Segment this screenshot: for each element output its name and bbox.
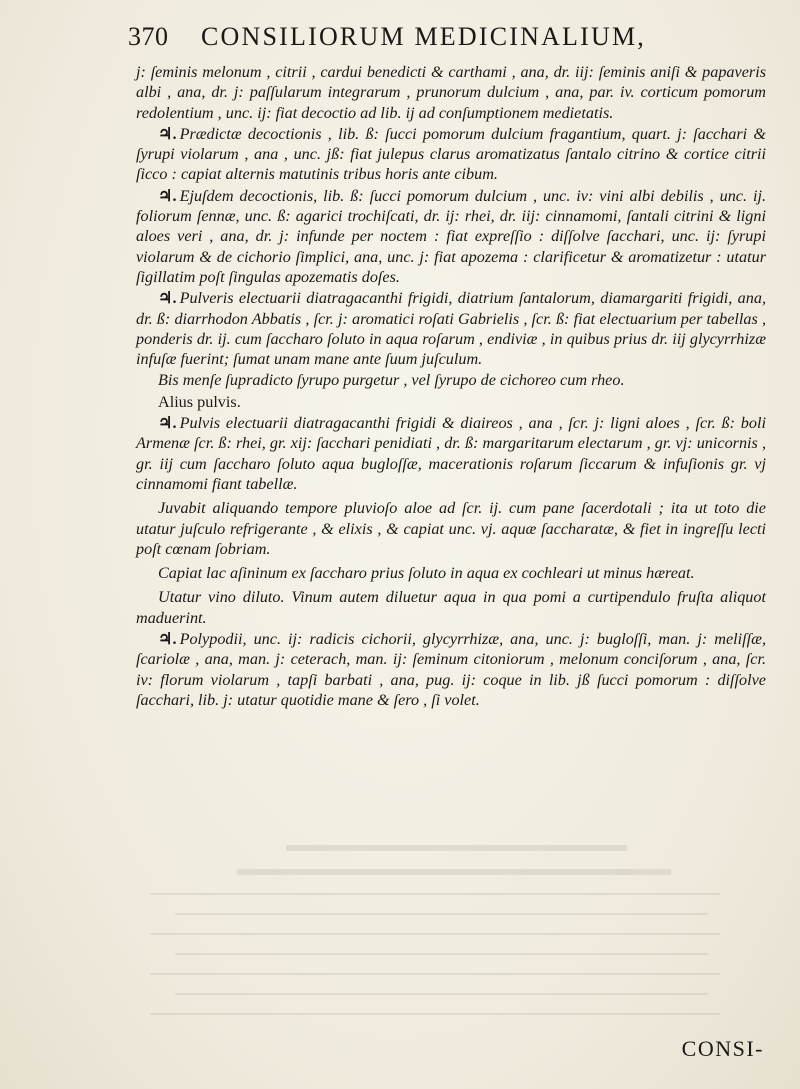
paragraph-text: Utatur vino diluto. Vinum autem diluetur aqua in qua pomi a curtipendulo fruſta aliquot maduerint. bbox=[136, 588, 766, 627]
running-title: CONSILIORUM MEDICINALIUM, bbox=[201, 22, 646, 51]
paragraph-text: Capiat lac aſininum ex ſaccharo prius ſoluto in aqua ex cochleari ut minus hæreat. bbox=[158, 564, 695, 583]
paragraph-text: j: ſeminis melonum , citrii , cardui benedicti & carthami , ana, dr. iij: ſeminis aniſi & papaveris albi , ana, dr. j: paſſularum integrarum , prunorum dulcium , ana, par. iv. corticum pomorum redolentium , unc. ij: fiat decoctio ad lib. ij ad conſumptionem medietatis. bbox=[136, 63, 766, 122]
paragraph-text: Prædictæ decoctionis , lib. ß: ſucci pomorum dulcium fragantium, quart. j: ſacchari & ſyrupi violarum , ana , unc. jß: fiat julepus clarus aromatizatus ſantalo citrino & cortice citrii ſicco : capiat alternis matutinis tribus horis ante cibum. bbox=[136, 124, 766, 184]
recipe-symbol: ♃. bbox=[158, 289, 177, 308]
body-text bbox=[136, 62, 766, 711]
paragraph bbox=[136, 563, 766, 583]
recipe-symbol: ♃. bbox=[158, 124, 177, 143]
recipe-symbol: ♃. bbox=[158, 186, 177, 205]
sub-heading: Alius pulvis. bbox=[158, 392, 241, 411]
paragraph bbox=[136, 587, 766, 628]
paragraph bbox=[136, 62, 766, 123]
show-through-text bbox=[150, 845, 770, 1045]
paragraph-text: Pulvis electuarii diatragacanthi frigidi & diaireos , ana , ſcr. j: ligni aloes , ſcr. ß: boli Armenæ ſcr. ß: rhei, gr. xij: ſacchari penidiati , dr. ß: margaritarum electarum , gr. vj: unicornis , gr. iij cum ſaccharo ſoluto aqua bugloſſæ, macerationis roſarum ſiccarum & infuſionis gr. vj cinnamomi fiant tabellæ. bbox=[136, 414, 766, 493]
paragraph-text: Polypodii, unc. ij: radicis cichorii, glycyrrhizæ, ana, unc. j: bugloſſi, man. j: meliſſæ, ſcariolæ , ana, man. j: ceterach, man. ij: ſeminum citoniorum , melonum conciſorum , ana, ſcr. iv: florum violarum , tapſi barbati , ana, pug. ij: coque in lib. jß ſucci pomorum : diſſolve ſacchari, lib. j: utatur quotidie mane & ſero , ſi volet. bbox=[136, 630, 766, 709]
paragraph-text: Bis menſe ſupradicto ſyrupo purgetur , vel ſyrupo de cichoreo cum rheo. bbox=[158, 371, 625, 390]
paragraph-text: Ejuſdem decoctionis, lib. ß: ſucci pomorum dulcium , unc. iv: vini albi debilis , unc. ij. foliorum ſennæ, unc. ß: agarici trochiſcati, dr. ij: rhei, dr. iij: cinnamomi, ſantali citrini & ligni aloes veri , ana, dr. j: infunde per noctem : fiat expreſſio : diſſolve ſacchari, unc. ij: ſyrupi violarum & de cichorio ſimplici, ana, unc. j: fiat apozema : clarificetur & aromatizetur : utatur ſigillatim poſt ſingulas apozematis doſes. bbox=[136, 186, 766, 286]
catchword: CONSI- bbox=[681, 1036, 764, 1061]
recipe-symbol: ♃. bbox=[158, 414, 177, 433]
paragraph bbox=[136, 629, 766, 710]
paragraph-text: Pulveris electuarii diatragacanthi frigidi, diatrium ſantalorum, diamargariti frigidi, ana, dr. ß: diarrhodon Abbatis , ſcr. j: aromatici roſati Gabrielis , ſcr. ß: fiat electuarium per tabellas , ponderis dr. ij. cum ſaccharo ſoluto in aqua roſarum , endiviæ , in quibus prius dr. iij glycyrrhizæ infuſæ fuerint; ſumat unam mane ante ſuum juſculum. bbox=[136, 289, 766, 369]
paragraph bbox=[136, 370, 766, 390]
paragraph bbox=[136, 124, 766, 185]
paragraph bbox=[136, 186, 766, 287]
paragraph bbox=[136, 413, 766, 494]
paragraph-text: Juvabit aliquando tempore pluvioſo aloe ad ſcr. ij. cum pane ſacerdotali ; ita ut toto die utatur juſculo refrigerante , & elixis , & capiat unc. vj. aquæ ſaccharatæ, & fiet in ingreſſu lecti poſt cœnam ſobriam. bbox=[136, 499, 766, 558]
page-number: 370 bbox=[128, 22, 169, 51]
paragraph bbox=[136, 288, 766, 369]
recipe-symbol: ♃. bbox=[158, 630, 177, 649]
page-header bbox=[128, 18, 700, 58]
paragraph bbox=[136, 498, 766, 559]
